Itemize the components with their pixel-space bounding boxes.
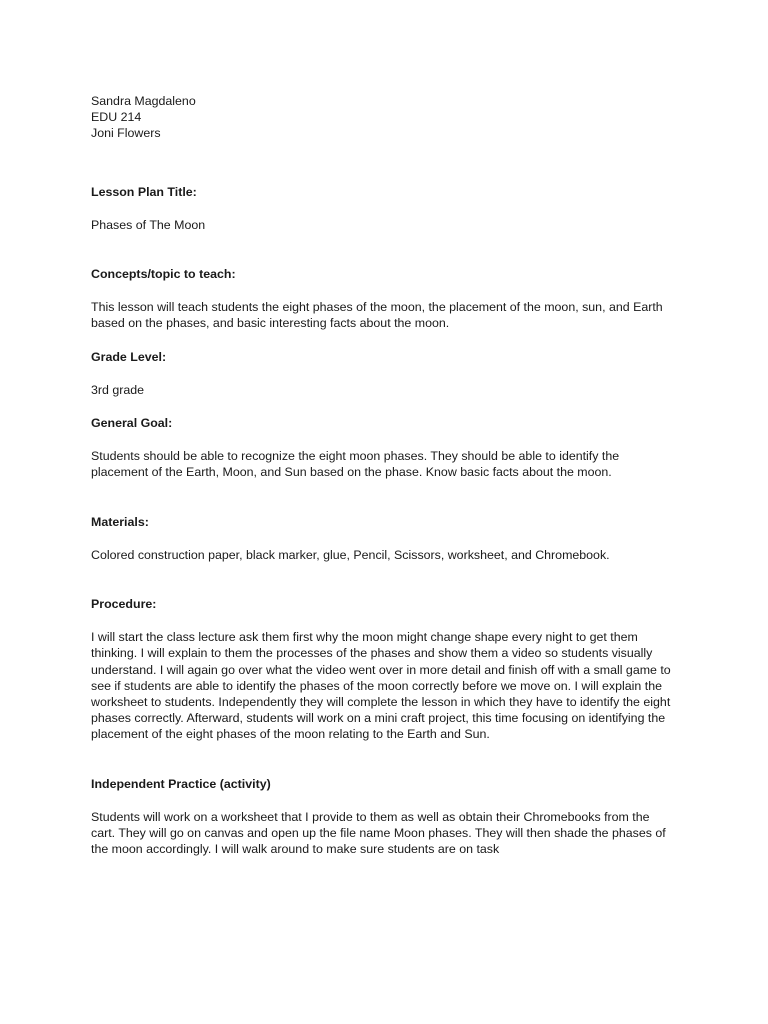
- general-goal-text: Students should be able to recognize the eight moon phases. They should be able to identify the placement of the Earth, Moon, and Sun based on the phase. Know basic facts about the moon.: [91, 449, 620, 480]
- procedure-heading: Procedure:: [91, 597, 157, 612]
- concepts-text: This lesson will teach students the eight phases of the moon, the placement of the moon, sun, and Earth based on the phases, and basic interesting facts about the moon.: [91, 300, 663, 331]
- materials-text: Colored construction paper, black marker, glue, Pencil, Scissors, worksheet, and Chromebook.: [91, 547, 610, 562]
- grade-level-value: 3rd grade: [91, 382, 145, 397]
- general-goal-heading: General Goal:: [91, 416, 173, 431]
- materials-heading: Materials:: [91, 514, 149, 529]
- lesson-plan-title-heading: Lesson Plan Title:: [91, 184, 197, 199]
- independent-practice-heading: Independent Practice (activity): [91, 776, 271, 791]
- lesson-plan-title-value: Phases of The Moon: [91, 217, 206, 232]
- independent-practice-text: Students will work on a worksheet that I provide to them as well as obtain their Chromebooks from the cart. They will go on canvas and open up the file name Moon phases. They will then shade the phases of the moon accordingly. I will walk around to make sure students are on task: [91, 809, 666, 857]
- instructor-name: Joni Flowers: [91, 126, 161, 141]
- course-code: EDU 214: [91, 110, 142, 125]
- author-name: Sandra Magdaleno: [91, 94, 196, 108]
- document-body: [91, 93, 671, 857]
- procedure-text: I will start the class lecture ask them first why the moon might change shape every night to get them thinking. I will explain to them the processes of the phases and show them a video so students visually understand. I will again go over what the video went over in more detail and finish off with a small game to see if students are able to identify the phases of the moon correctly before we move on. I will explain the worksheet to students. Independently they will complete the lesson in which they have to identify the eight phases correctly. Afterward, students will work on a mini craft project, this time focusing on identifying the placement of the eight phases of the moon relating to the Earth and Sun.: [91, 630, 671, 742]
- grade-level-heading: Grade Level:: [91, 349, 167, 364]
- concepts-heading: Concepts/topic to teach:: [91, 267, 236, 282]
